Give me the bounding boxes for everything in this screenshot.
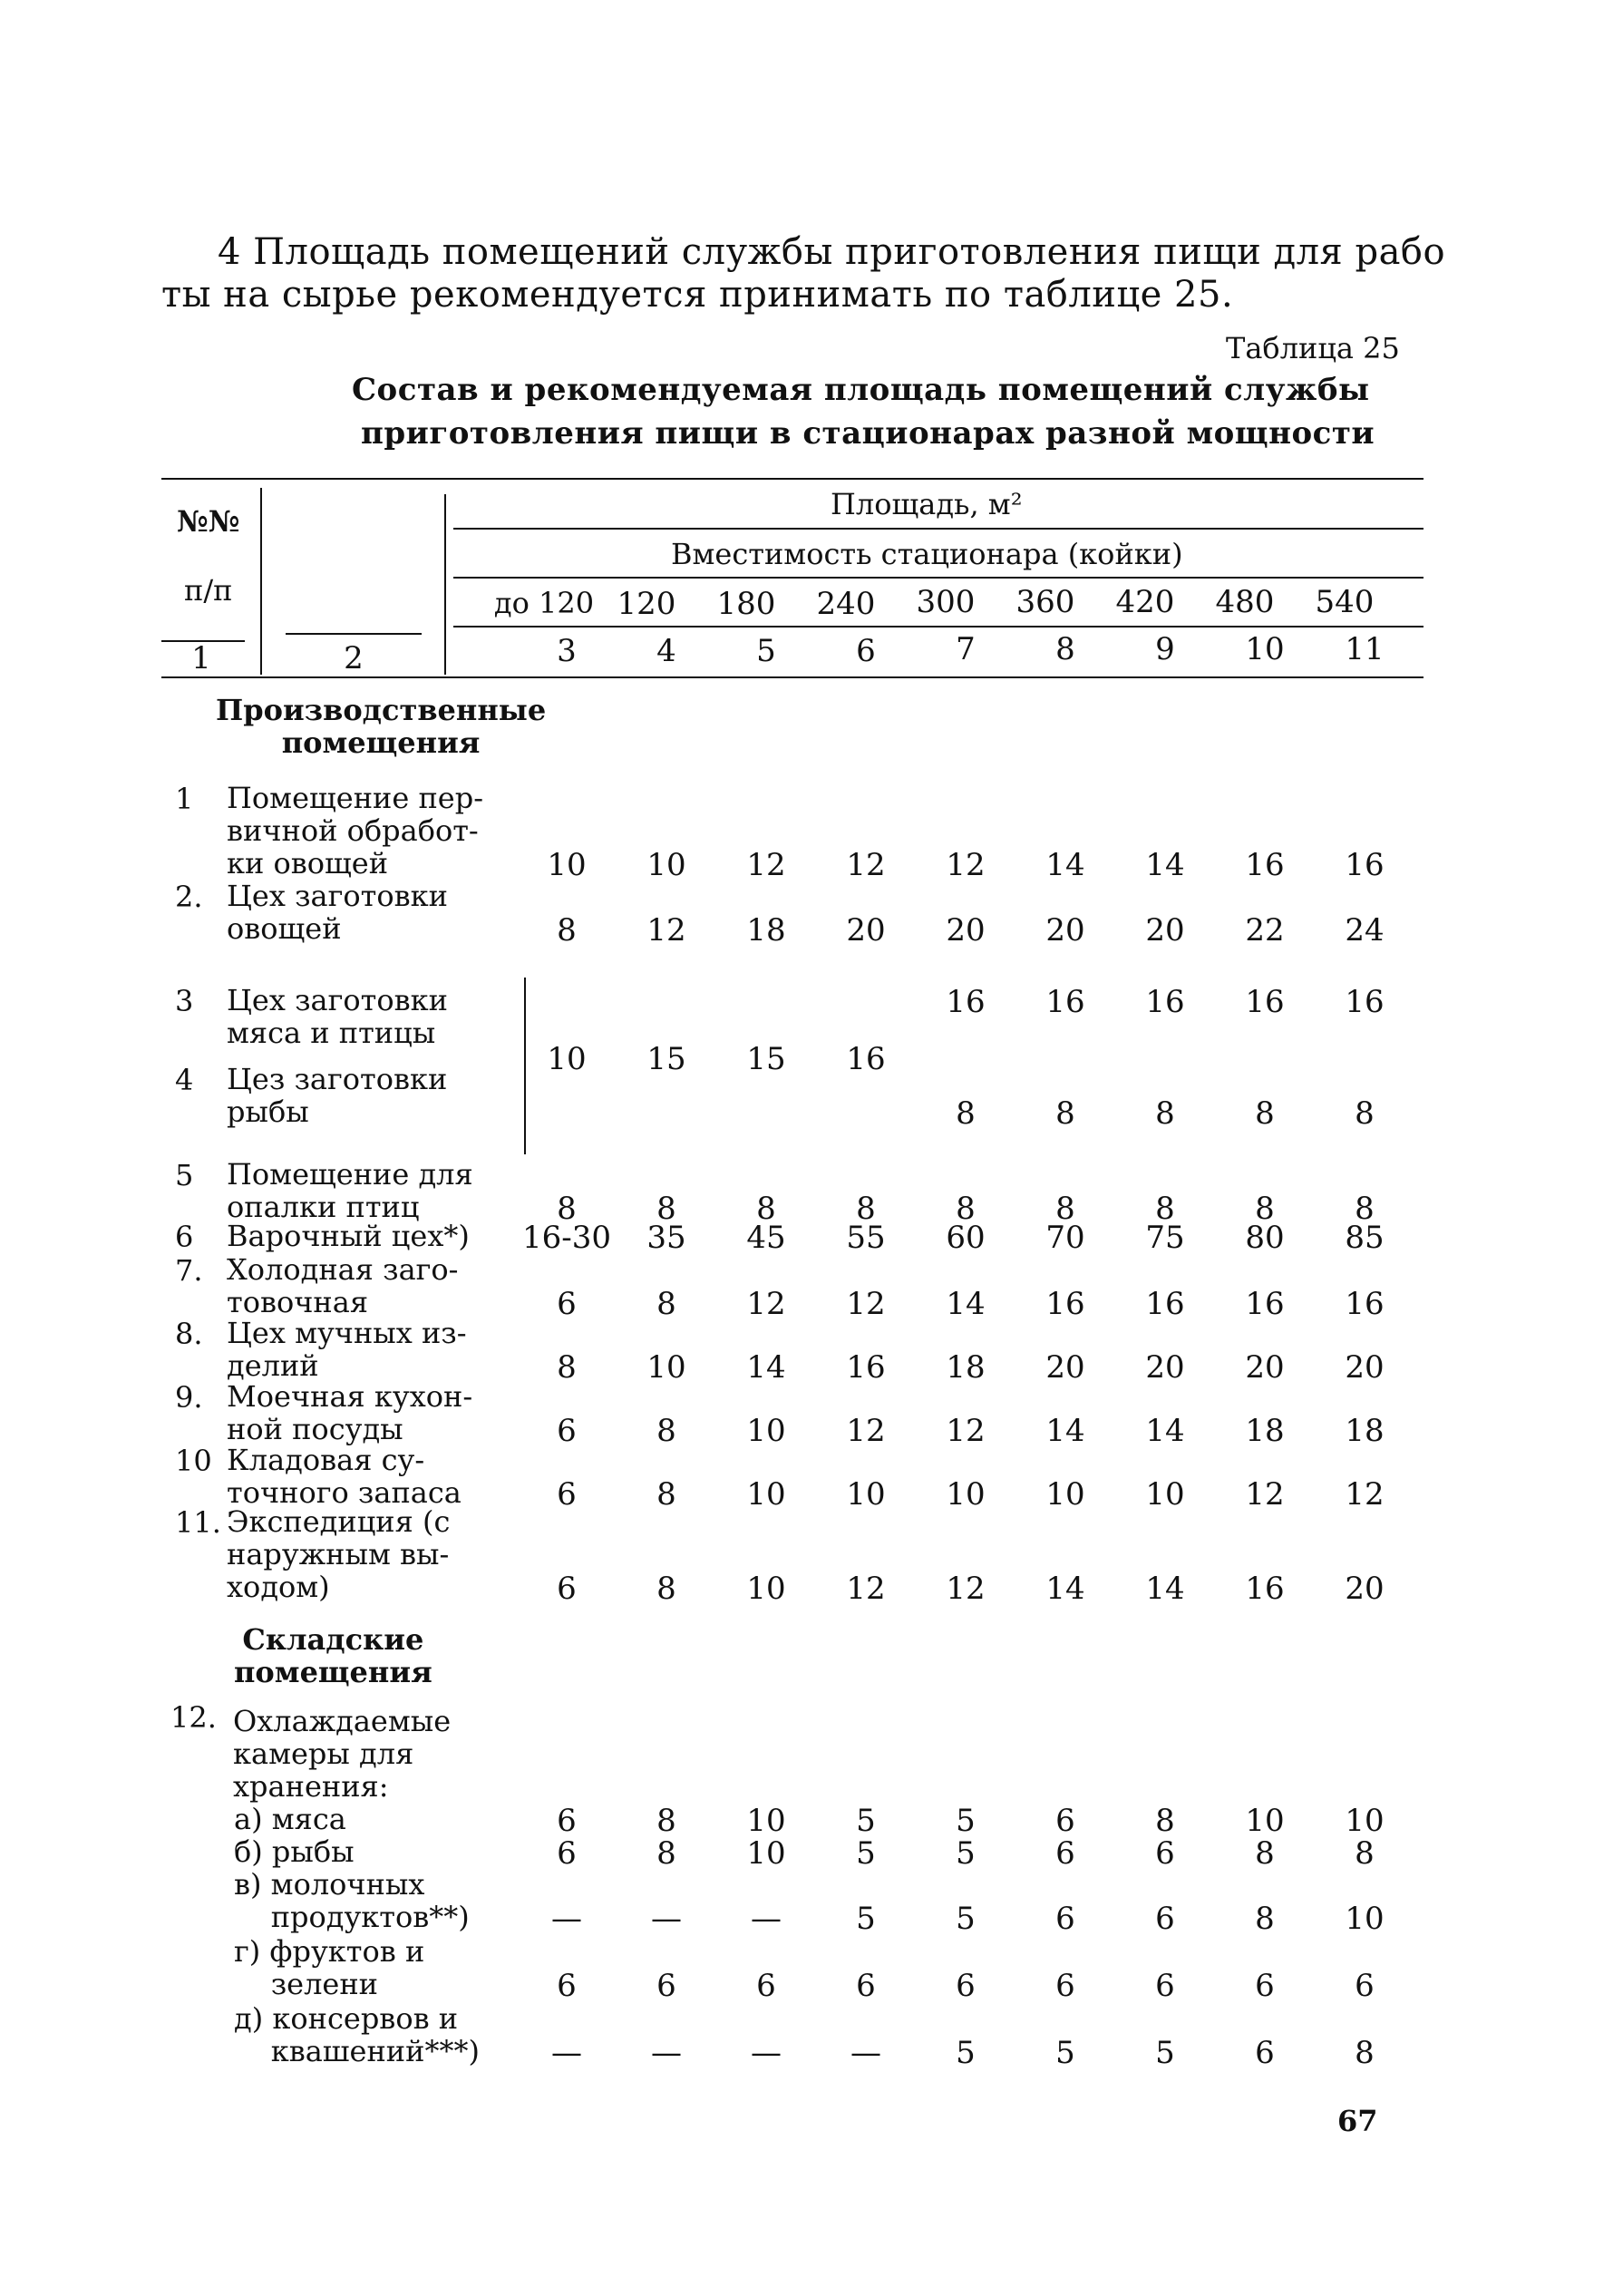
subrow-cell: 8 [1355, 2035, 1375, 2071]
colnum-4: 4 [656, 633, 676, 669]
row-number: 1 [175, 782, 194, 816]
colnum-5: 5 [756, 633, 776, 669]
row-number: 8. [175, 1317, 203, 1351]
row-cell: 10 [1145, 1476, 1185, 1513]
row-name: Моечная кухон- ной посуды [227, 1379, 473, 1446]
row-cell: 8 [656, 1476, 676, 1513]
row-cell: 12 [946, 1571, 986, 1607]
row-cell: 75 [1145, 1220, 1185, 1256]
row-cell: 12 [1345, 1476, 1385, 1513]
intro-line-1: 4 Площадь помещений службы приготовления пищи для рабо [218, 231, 1446, 273]
subrow-cell: 6 [656, 1968, 676, 2004]
header-bottom-rule [161, 676, 1424, 678]
capacity-col-11: 540 [1315, 584, 1375, 620]
row-cell: 6 [557, 1286, 577, 1322]
subrow-name: д) консервов и квашений***) [234, 2001, 480, 2068]
subrow-cell: — [551, 1901, 582, 1937]
row-cell: 12 [946, 847, 986, 883]
subrow-cell: 8 [656, 1835, 676, 1872]
subrow-cell: 6 [1155, 1901, 1175, 1937]
subrow-cell: — [651, 2035, 682, 2071]
row-cell: 10 [746, 1413, 786, 1449]
subrow-cell: 6 [557, 1835, 577, 1872]
merged-cell: 16 [846, 1041, 886, 1077]
subrow-cell: 6 [557, 1968, 577, 2004]
row-cell: 20 [1145, 1349, 1185, 1386]
colnum-1: 1 [191, 640, 211, 676]
subrow-cell: 8 [1355, 1835, 1375, 1872]
row-cell: 8 [1155, 1095, 1175, 1132]
row-name: Экспедиция (с наружным вы- ходом) [227, 1504, 451, 1604]
row-cell: 70 [1045, 1220, 1085, 1256]
row-cell: 16 [1045, 984, 1085, 1020]
subrow-cell: 5 [956, 1901, 976, 1937]
row-cell: 16 [946, 984, 986, 1020]
subrow-cell: 5 [856, 1901, 876, 1937]
subrow-cell: 6 [756, 1968, 776, 2004]
row-cell: 18 [746, 912, 786, 949]
row-cell: 12 [846, 1571, 886, 1607]
row-cell: 8 [557, 912, 577, 949]
subrow-cell: 6 [1255, 2035, 1275, 2071]
subrow-cell: 6 [1155, 1835, 1175, 1872]
subrow-cell: 6 [1055, 1803, 1075, 1839]
header-area: Площадь, м² [831, 487, 1023, 521]
row-cell: 20 [1145, 912, 1185, 949]
row-cell: 12 [846, 1413, 886, 1449]
table-caption-line-2: приготовления пищи в стационарах разной мощности [361, 415, 1375, 452]
row-cell: 14 [1145, 847, 1185, 883]
row-cell: 8 [656, 1413, 676, 1449]
row-name: Кладовая су- точного запаса [227, 1443, 462, 1510]
row-cell: 8 [557, 1191, 577, 1227]
subrow-cell: — [551, 2035, 582, 2071]
row-cell: 12 [646, 912, 686, 949]
subrow-cell: 8 [1255, 1901, 1275, 1937]
colnum-7: 7 [956, 631, 976, 667]
row-cell: 16 [1245, 1286, 1285, 1322]
row-cell: 10 [1045, 1476, 1085, 1513]
row-name: Цех мучных из- делий [227, 1316, 467, 1383]
row-number: 4 [175, 1063, 194, 1097]
intro-line-2: ты на сырье рекомендуется принимать по таблице 25. [161, 274, 1234, 316]
row-cell: 35 [646, 1220, 686, 1256]
row-cell: 16 [1245, 1571, 1285, 1607]
row-name: Цез заготовки рыбы [227, 1062, 448, 1129]
header-nn: №№ [177, 504, 240, 539]
subrow-name: б) рыбы [234, 1834, 355, 1869]
row-cell: 8 [1355, 1191, 1375, 1227]
subrow-cell: 5 [856, 1835, 876, 1872]
subrow-cell: 6 [1055, 1968, 1075, 2004]
colnum-2: 2 [344, 640, 364, 676]
colnum-8: 8 [1055, 631, 1075, 667]
row-name: Цех заготовки овощей [227, 879, 448, 946]
subrow-cell: — [751, 1901, 782, 1937]
row-cell: 6 [557, 1413, 577, 1449]
capacity-rule [453, 577, 1424, 579]
row-cell: 16 [846, 1349, 886, 1386]
capacity-col-9: 420 [1115, 584, 1175, 620]
row-cell: 20 [846, 912, 886, 949]
row-cell: 12 [746, 847, 786, 883]
colnum-6: 6 [856, 633, 876, 669]
merged-cell: 15 [746, 1041, 786, 1077]
row-cell: 10 [746, 1571, 786, 1607]
row-cell: 6 [557, 1476, 577, 1513]
row-cell: 55 [846, 1220, 886, 1256]
row-number: 5 [175, 1158, 194, 1192]
subrow-cell: 8 [656, 1803, 676, 1839]
row-name: Цех заготовки мяса и птицы [227, 983, 448, 1050]
subrow-cell: — [651, 1901, 682, 1937]
row-cell: 16 [1145, 984, 1185, 1020]
row-cell: 8 [656, 1286, 676, 1322]
row-cell: 45 [746, 1220, 786, 1256]
row-cell: 14 [746, 1349, 786, 1386]
row-cell: 12 [846, 847, 886, 883]
row-cell: 8 [1255, 1191, 1275, 1227]
colnum-10: 10 [1245, 631, 1285, 667]
page-number: 67 [1337, 2104, 1378, 2138]
capacity-col-7: 300 [916, 584, 976, 620]
table-caption-line-1: Состав и рекомендуемая площадь помещений службы [352, 372, 1370, 408]
header-capacity: Вместимость стационара (койки) [671, 537, 1183, 571]
table-label: Таблица 25 [1226, 331, 1400, 365]
row-cell: 8 [856, 1191, 876, 1227]
row-number: 11. [175, 1505, 221, 1540]
row-cell: 20 [1045, 1349, 1085, 1386]
row-name: Помещение для опалки птиц [227, 1157, 473, 1224]
row-cell: 12 [746, 1286, 786, 1322]
row-cell: 20 [1345, 1571, 1385, 1607]
capacity-col-6: 240 [816, 586, 876, 622]
subrow-cell: 10 [746, 1803, 786, 1839]
subrow-cell: 8 [1155, 1803, 1175, 1839]
subrow-cell: — [850, 2035, 881, 2071]
row-cell: 10 [547, 847, 587, 883]
row-cell: 85 [1345, 1220, 1385, 1256]
subrow-cell: 10 [1245, 1803, 1285, 1839]
row-name: Холодная заго- товочная [227, 1252, 459, 1319]
section-storage: Складские помещения [234, 1622, 432, 1689]
row-name: Варочный цех*) [227, 1219, 470, 1253]
subrow-cell: 6 [956, 1968, 976, 2004]
colnum-9: 9 [1155, 631, 1175, 667]
colnum-rule-2 [286, 633, 422, 635]
row-cell: 14 [1045, 847, 1085, 883]
row-cell: 16 [1245, 984, 1285, 1020]
row-number: 12. [170, 1700, 217, 1735]
subrow-cell: 10 [1345, 1901, 1385, 1937]
row-cell: 8 [1255, 1095, 1275, 1132]
row-cell: 20 [1245, 1349, 1285, 1386]
row-cell: 10 [946, 1476, 986, 1513]
section-production: Производственные помещения [216, 693, 547, 760]
colnum-11: 11 [1345, 631, 1385, 667]
subrow-cell: 10 [1345, 1803, 1385, 1839]
row-cell: 20 [1045, 912, 1085, 949]
header-vrule-2 [444, 494, 446, 675]
row-number: 3 [175, 984, 194, 1018]
row-cell: 12 [846, 1286, 886, 1322]
row-number: 9. [175, 1380, 203, 1415]
row-cell: 8 [656, 1191, 676, 1227]
subrow-cell: 5 [1155, 2035, 1175, 2071]
row-cell: 8 [756, 1191, 776, 1227]
subrow-name: в) молочных продуктов**) [234, 1867, 470, 1934]
row-number: 2. [175, 880, 203, 914]
row-cell: 8 [1355, 1095, 1375, 1132]
subrow-cell: 6 [856, 1968, 876, 2004]
area-rule [453, 528, 1424, 530]
row-cell: 24 [1345, 912, 1385, 949]
capacities-rule [453, 626, 1424, 628]
subrow-cell: 6 [1155, 1968, 1175, 2004]
subrow-cell: 6 [557, 1803, 577, 1839]
row-cell: 16 [1345, 847, 1385, 883]
subrow-name: а) мяса [234, 1802, 346, 1836]
row-cell: 16 [1245, 847, 1285, 883]
subrow-cell: 6 [1055, 1835, 1075, 1872]
row-cell: 6 [557, 1571, 577, 1607]
subrow-cell: 5 [956, 1835, 976, 1872]
capacity-col-5: 180 [716, 586, 776, 622]
colnum-3: 3 [557, 633, 577, 669]
row-cell: 18 [1345, 1413, 1385, 1449]
merged-cell: 10 [547, 1041, 587, 1077]
row-number: 6 [175, 1220, 194, 1254]
row-cell: 8 [956, 1095, 976, 1132]
row-cell: 14 [1145, 1413, 1185, 1449]
row-cell: 8 [956, 1191, 976, 1227]
row-cell: 10 [646, 847, 686, 883]
subrow-cell: 6 [1255, 1968, 1275, 2004]
subrow-cell: 5 [956, 1803, 976, 1839]
subrow-cell: — [751, 2035, 782, 2071]
row-cell: 18 [1245, 1413, 1285, 1449]
row-cell: 10 [646, 1349, 686, 1386]
capacity-col-4: 120 [617, 586, 676, 622]
row-cell: 16 [1345, 1286, 1385, 1322]
subrow-cell: 10 [746, 1835, 786, 1872]
row-cell: 8 [557, 1349, 577, 1386]
subrow-name: г) фруктов и зелени [234, 1934, 425, 2001]
row-cell: 10 [746, 1476, 786, 1513]
header-vrule-1 [260, 488, 262, 675]
row-cell: 16-30 [521, 1220, 611, 1256]
row-number: 10 [175, 1444, 212, 1478]
row-cell: 8 [1055, 1095, 1075, 1132]
capacity-col-10: 480 [1215, 584, 1275, 620]
subrow-cell: 6 [1055, 1901, 1075, 1937]
row-cell: 20 [1345, 1349, 1385, 1386]
row-cell: 60 [946, 1220, 986, 1256]
capacity-col-8: 360 [1015, 584, 1075, 620]
subrow-cell: 8 [1255, 1835, 1275, 1872]
row-cell: 8 [1055, 1191, 1075, 1227]
row-cell: 16 [1345, 984, 1385, 1020]
subrow-cell: 5 [1055, 2035, 1075, 2071]
merged-cell: 15 [646, 1041, 686, 1077]
row-cell: 8 [656, 1571, 676, 1607]
row-name: Помещение пер- вичной обработ- ки овощей [227, 781, 484, 880]
row-cell: 18 [946, 1349, 986, 1386]
row-cell: 20 [946, 912, 986, 949]
row-cell: 14 [1145, 1571, 1185, 1607]
subrow-cell: 5 [856, 1803, 876, 1839]
row-cell: 8 [1155, 1191, 1175, 1227]
row-cell: 12 [946, 1413, 986, 1449]
row-cell: 16 [1045, 1286, 1085, 1322]
row-cell: 14 [946, 1286, 986, 1322]
row-cell: 14 [1045, 1571, 1085, 1607]
row-cell: 80 [1245, 1220, 1285, 1256]
row-cell: 12 [1245, 1476, 1285, 1513]
capacity-col-3: до 120 [493, 586, 595, 620]
row-cell: 16 [1145, 1286, 1185, 1322]
row-number: 7. [175, 1253, 203, 1288]
subrow-cell: 5 [956, 2035, 976, 2071]
row-cell: 10 [846, 1476, 886, 1513]
row-cell: 22 [1245, 912, 1285, 949]
subrow-cell: 6 [1355, 1968, 1375, 2004]
table-top-rule [161, 478, 1424, 480]
header-pp: п/п [184, 573, 233, 608]
row-name: Охлаждаемые камеры для хранения: [233, 1704, 452, 1804]
row-cell: 14 [1045, 1413, 1085, 1449]
